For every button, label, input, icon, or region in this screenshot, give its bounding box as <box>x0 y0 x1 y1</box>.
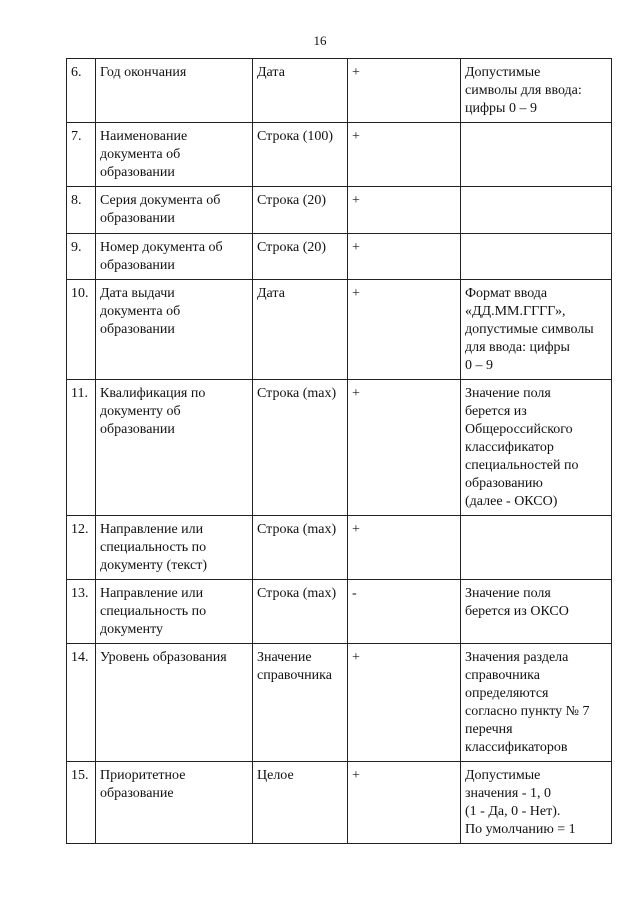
field-required: + <box>348 234 461 280</box>
field-required: + <box>348 187 461 234</box>
field-type: Дата <box>253 59 348 123</box>
row-number: 6. <box>67 59 96 123</box>
row-number: 12. <box>67 516 96 580</box>
field-note: Значение поля берется из ОКСО <box>461 580 612 644</box>
field-name: Дата выдачи документа об образовании <box>96 280 253 380</box>
field-type: Строка (max) <box>253 516 348 580</box>
field-note <box>461 123 612 187</box>
field-name: Приоритетное образование <box>96 762 253 844</box>
field-note: Допустимые значения - 1, 0 (1 - Да, 0 - Нет). По умолчанию = 1 <box>461 762 612 844</box>
table-row <box>67 187 612 234</box>
field-type: Строка (max) <box>253 380 348 516</box>
field-type: Значение справочника <box>253 644 348 762</box>
table-row <box>67 516 612 580</box>
field-required: + <box>348 280 461 380</box>
field-type: Строка (max) <box>253 580 348 644</box>
table-row <box>67 644 612 762</box>
field-required: + <box>348 59 461 123</box>
field-name: Направление или специальность по документу <box>96 580 253 644</box>
row-number: 14. <box>67 644 96 762</box>
row-number: 10. <box>67 280 96 380</box>
row-number: 13. <box>67 580 96 644</box>
row-number: 15. <box>67 762 96 844</box>
field-required: + <box>348 644 461 762</box>
field-required: + <box>348 516 461 580</box>
field-name: Уровень образования <box>96 644 253 762</box>
field-note: Допустимые символы для ввода: цифры 0 – 9 <box>461 59 612 123</box>
field-type: Дата <box>253 280 348 380</box>
field-name: Год окончания <box>96 59 253 123</box>
row-number: 11. <box>67 380 96 516</box>
field-name: Квалификация по документу об образовании <box>96 380 253 516</box>
row-number: 9. <box>67 234 96 280</box>
row-number: 8. <box>67 187 96 234</box>
field-required: - <box>348 580 461 644</box>
field-note <box>461 516 612 580</box>
fields-table <box>66 58 612 844</box>
field-name: Направление или специальность по документу (текст) <box>96 516 253 580</box>
field-type: Строка (20) <box>253 234 348 280</box>
table-row <box>67 580 612 644</box>
table-row <box>67 280 612 380</box>
table-row <box>67 234 612 280</box>
field-note: Формат ввода «ДД.ММ.ГГГГ», допустимые символы для ввода: цифры 0 – 9 <box>461 280 612 380</box>
field-name: Номер документа об образовании <box>96 234 253 280</box>
field-note <box>461 234 612 280</box>
page-number: 16 <box>313 33 327 48</box>
field-type: Строка (20) <box>253 187 348 234</box>
field-note <box>461 187 612 234</box>
table-row <box>67 123 612 187</box>
field-name: Наименование документа об образовании <box>96 123 253 187</box>
field-note: Значения раздела справочника определяются согласно пункту № 7 перечня классификаторов <box>461 644 612 762</box>
field-name: Серия документа об образовании <box>96 187 253 234</box>
table-row <box>67 59 612 123</box>
table-row <box>67 380 612 516</box>
field-type: Строка (100) <box>253 123 348 187</box>
table-row <box>67 762 612 844</box>
field-required: + <box>348 762 461 844</box>
field-type: Целое <box>253 762 348 844</box>
row-number: 7. <box>67 123 96 187</box>
field-note: Значение поля берется из Общероссийского классификатор специальностей по образованию (далее - ОКСО) <box>461 380 612 516</box>
field-required: + <box>348 380 461 516</box>
field-required: + <box>348 123 461 187</box>
